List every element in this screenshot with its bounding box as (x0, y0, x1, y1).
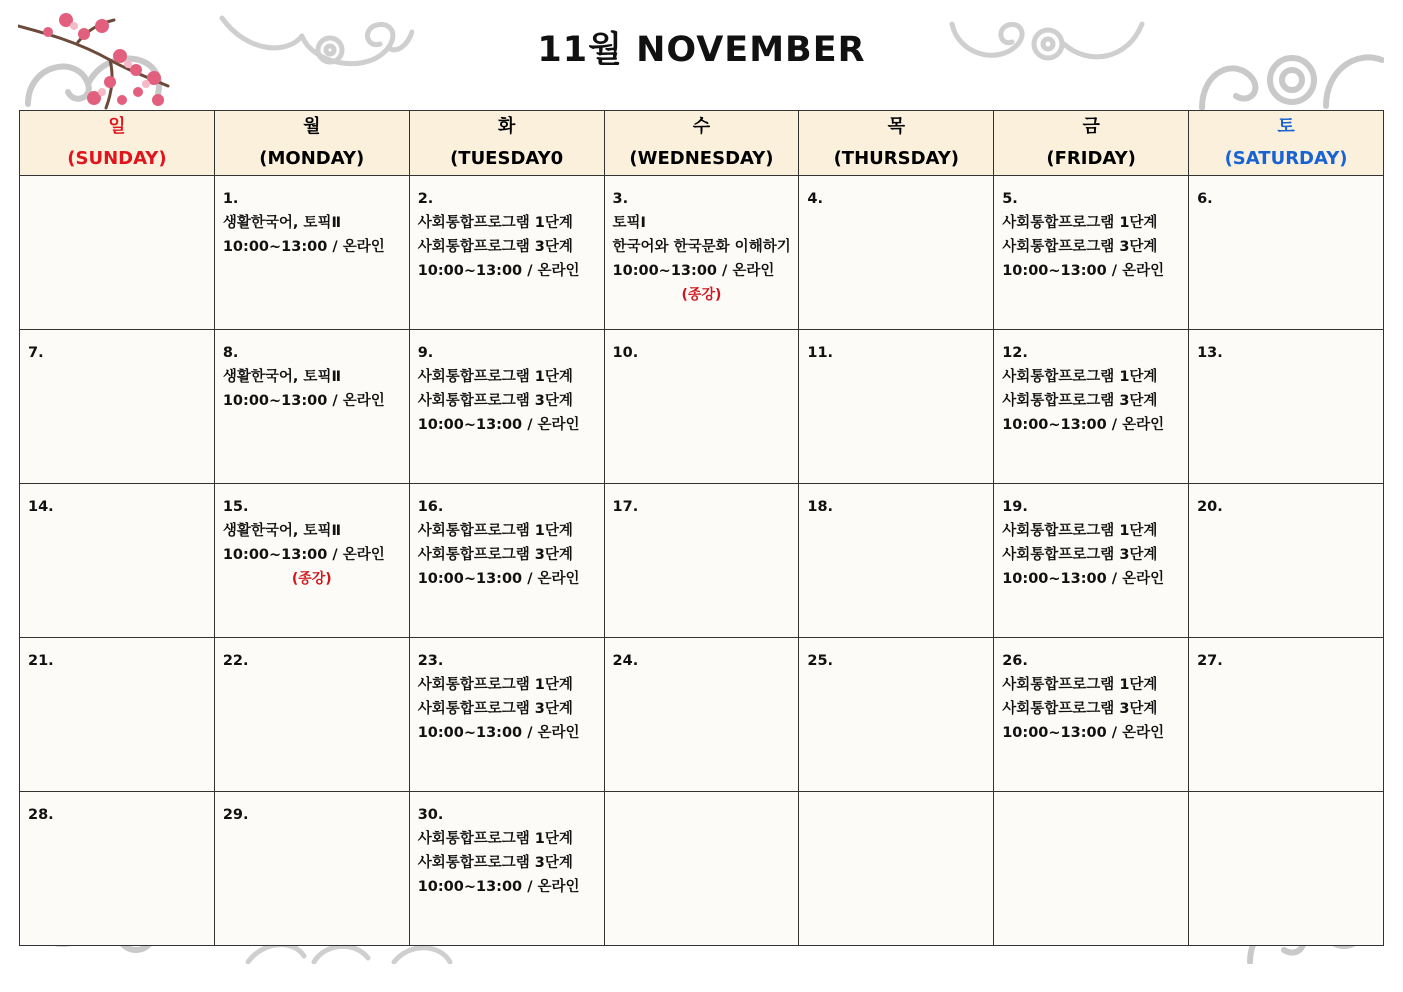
weekday-header (799, 111, 994, 176)
day-cell (409, 176, 604, 330)
weekday-header (994, 111, 1189, 176)
week-row (20, 484, 1384, 638)
day-number: 16. (417, 499, 444, 515)
day-number: 24. (612, 653, 639, 669)
day-cell (214, 638, 409, 792)
class-schedule-line: 10:00~13:00 / 온라인 (417, 263, 580, 279)
weekday-header (1189, 111, 1384, 176)
day-cell (214, 484, 409, 638)
weekday-korean-label: 일 (108, 116, 126, 137)
day-number: 2. (417, 191, 434, 207)
day-cell (1189, 484, 1384, 638)
weekday-english-label: (MONDAY) (259, 148, 365, 169)
day-cell (604, 638, 799, 792)
day-cell (1189, 176, 1384, 330)
class-schedule-line: 사회통합프로그램 3단계 (1002, 239, 1158, 255)
weekday-english-label: (SATURDAY) (1224, 148, 1348, 169)
day-number: 25. (807, 653, 834, 669)
class-schedule-line: 사회통합프로그램 3단계 (417, 855, 573, 871)
page-title: 11월 NOVEMBER (537, 30, 866, 70)
class-schedule-line: 10:00~13:00 / 온라인 (1002, 263, 1165, 279)
class-schedule-line: 토픽Ⅰ (612, 215, 646, 231)
class-schedule-line: 사회통합프로그램 1단계 (1002, 215, 1158, 231)
day-number: 10. (612, 345, 639, 361)
class-schedule-line: 생활한국어, 토픽Ⅱ (222, 215, 341, 231)
day-number: 19. (1002, 499, 1028, 515)
weekday-korean-label: 목 (887, 116, 905, 137)
day-number: 30. (417, 807, 444, 823)
class-schedule-line: 사회통합프로그램 1단계 (417, 677, 573, 693)
week-row (20, 792, 1384, 946)
day-cell (20, 330, 215, 484)
class-schedule-line: 사회통합프로그램 1단계 (417, 369, 573, 385)
day-cell (1189, 330, 1384, 484)
weekday-header-row (20, 111, 1384, 176)
weekday-korean-label: 금 (1082, 116, 1100, 137)
day-number: 4. (807, 191, 823, 207)
course-end-note: (종강) (291, 571, 332, 587)
day-number: 13. (1197, 345, 1223, 361)
day-cell (604, 176, 799, 330)
class-schedule-line: 10:00~13:00 / 온라인 (1002, 417, 1165, 433)
day-cell (799, 176, 994, 330)
weekday-english-label: (THURSDAY) (833, 148, 959, 169)
day-cell (994, 792, 1189, 946)
class-schedule-line: 사회통합프로그램 3단계 (1002, 547, 1158, 563)
class-schedule-line: 10:00~13:00 / 온라인 (1002, 571, 1165, 587)
day-cell (214, 330, 409, 484)
day-cell (1189, 792, 1384, 946)
day-cell (214, 792, 409, 946)
day-cell (994, 176, 1189, 330)
day-cell (604, 484, 799, 638)
day-number: 18. (807, 499, 834, 515)
calendar-body (20, 176, 1384, 946)
class-schedule-line: 10:00~13:00 / 온라인 (612, 263, 775, 279)
class-schedule-line: 사회통합프로그램 3단계 (417, 239, 573, 255)
day-cell (994, 330, 1189, 484)
day-number: 1. (222, 191, 239, 207)
class-schedule-line: 사회통합프로그램 3단계 (417, 547, 573, 563)
day-cell (994, 484, 1189, 638)
day-number: 26. (1002, 653, 1028, 669)
day-cell (799, 638, 994, 792)
class-schedule-line: 사회통합프로그램 3단계 (417, 701, 573, 717)
day-cell (994, 638, 1189, 792)
weekday-header (20, 111, 215, 176)
day-cell (409, 330, 604, 484)
class-schedule-line: 10:00~13:00 / 온라인 (417, 417, 580, 433)
class-schedule-line: 사회통합프로그램 1단계 (1002, 677, 1158, 693)
day-number: 6. (1197, 191, 1213, 207)
class-schedule-line: 사회통합프로그램 1단계 (417, 831, 573, 847)
weekday-header (214, 111, 409, 176)
weekday-english-label: (FRIDAY) (1046, 148, 1136, 169)
day-number: 21. (28, 653, 54, 669)
week-row (20, 330, 1384, 484)
day-cell (20, 638, 215, 792)
day-number: 20. (1197, 499, 1223, 515)
day-number: 23. (417, 653, 444, 669)
class-schedule-line: 생활한국어, 토픽Ⅱ (222, 369, 341, 385)
day-number: 14. (28, 499, 54, 515)
day-number: 5. (1002, 191, 1018, 207)
day-number: 28. (28, 807, 54, 823)
day-number: 17. (612, 499, 639, 515)
weekday-header (409, 111, 604, 176)
day-number: 15. (222, 499, 249, 515)
weekday-english-label: (TUESDAY0 (450, 148, 564, 169)
class-schedule-line: 사회통합프로그램 3단계 (1002, 393, 1158, 409)
weekday-korean-label: 화 (497, 116, 516, 137)
day-number: 8. (222, 345, 239, 361)
day-cell (604, 330, 799, 484)
day-cell (1189, 638, 1384, 792)
course-end-note: (종강) (681, 287, 722, 303)
weekday-korean-label: 월 (303, 116, 321, 137)
class-schedule-line: 한국어와 한국문화 이해하기 (612, 239, 791, 255)
calendar-table (19, 110, 1384, 946)
class-schedule-line: 생활한국어, 토픽Ⅱ (222, 523, 341, 539)
weekday-english-label: (WEDNESDAY) (629, 148, 774, 169)
day-cell (20, 792, 215, 946)
class-schedule-line: 10:00~13:00 / 온라인 (417, 571, 580, 587)
class-schedule-line: 사회통합프로그램 1단계 (1002, 523, 1158, 539)
day-cell (799, 792, 994, 946)
class-schedule-line: 10:00~13:00 / 온라인 (222, 393, 385, 409)
class-schedule-line: 10:00~13:00 / 온라인 (1002, 725, 1165, 741)
day-cell (409, 792, 604, 946)
class-schedule-line: 사회통합프로그램 1단계 (417, 215, 573, 231)
day-cell (409, 484, 604, 638)
day-number: 12. (1002, 345, 1028, 361)
class-schedule-line: 사회통합프로그램 3단계 (1002, 701, 1158, 717)
class-schedule-line: 10:00~13:00 / 온라인 (222, 547, 385, 563)
day-number: 11. (807, 345, 834, 361)
class-schedule-line: 10:00~13:00 / 온라인 (417, 879, 580, 895)
weekday-korean-label: 토 (1277, 116, 1295, 137)
day-cell (604, 792, 799, 946)
class-schedule-line: 사회통합프로그램 1단계 (417, 523, 573, 539)
class-schedule-line: 10:00~13:00 / 온라인 (222, 239, 385, 255)
week-row (20, 638, 1384, 792)
day-number: 27. (1197, 653, 1223, 669)
weekday-english-label: (SUNDAY) (67, 148, 167, 169)
day-number: 7. (28, 345, 44, 361)
day-cell (799, 484, 994, 638)
day-cell (20, 176, 215, 330)
day-number: 3. (612, 191, 629, 207)
class-schedule-line: 사회통합프로그램 1단계 (1002, 369, 1158, 385)
day-cell (20, 484, 215, 638)
class-schedule-line: 10:00~13:00 / 온라인 (417, 725, 580, 741)
week-row (20, 176, 1384, 330)
day-number: 29. (222, 807, 249, 823)
class-schedule-line: 사회통합프로그램 3단계 (417, 393, 573, 409)
day-cell (214, 176, 409, 330)
day-cell (409, 638, 604, 792)
day-number: 22. (222, 653, 249, 669)
weekday-header (604, 111, 799, 176)
weekday-korean-label: 수 (692, 116, 711, 137)
day-number: 9. (417, 345, 434, 361)
day-cell (799, 330, 994, 484)
